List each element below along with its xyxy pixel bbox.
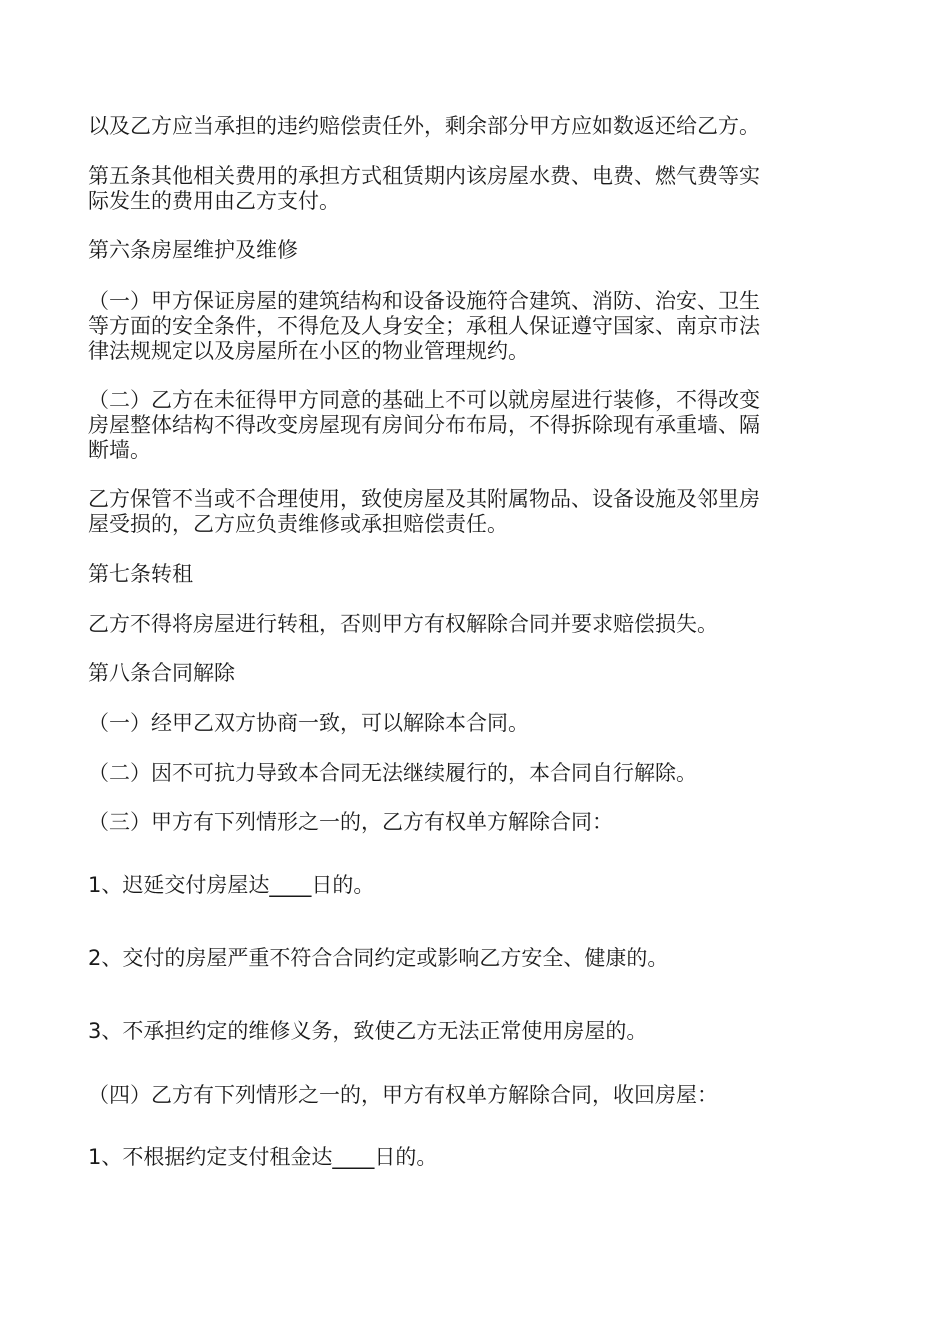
heading-article-7: 第七条转租 <box>88 562 193 586</box>
list-item-4-1: 1、不根据约定支付租金达____日的。 <box>88 1145 438 1169</box>
list-item-3-3: 3、不承担约定的维修义务，致使乙方无法正常使用房屋的。 <box>88 1019 648 1043</box>
document-page <box>88 0 863 1344</box>
heading-article-8: 第八条合同解除 <box>88 661 235 685</box>
paragraph-article-8-item-2: （二）因不可抗力导致本合同无法继续履行的，本合同自行解除。 <box>88 761 697 785</box>
paragraph-article-5: 第五条其他相关费用的承担方式租赁期内该房屋水费、电费、燃气费等实 际发生的费用由乙方支付。 <box>88 164 760 213</box>
paragraph-damage-liability: 乙方保管不当或不合理使用，致使房屋及其附属物品、设备设施及邻里房 屋受损的，乙方应负责维修或承担赔偿责任。 <box>88 487 760 536</box>
paragraph-deposit-return: 以及乙方应当承担的违约赔偿责任外，剩余部分甲方应如数返还给乙方。 <box>88 114 760 138</box>
paragraph-article-6-item-2: （二）乙方在未征得甲方同意的基础上不可以就房屋进行装修，不得改变 房屋整体结构不得改变房屋现有房间分布布局，不得拆除现有承重墙、隔 断墙。 <box>88 388 760 462</box>
paragraph-article-8-item-4: （四）乙方有下列情形之一的，甲方有权单方解除合同，收回房屋： <box>88 1083 718 1107</box>
heading-article-6: 第六条房屋维护及维修 <box>88 238 298 262</box>
list-item-3-2: 2、交付的房屋严重不符合合同约定或影响乙方安全、健康的。 <box>88 946 669 970</box>
list-item-3-1: 1、迟延交付房屋达____日的。 <box>88 873 375 897</box>
paragraph-article-6-item-1: （一）甲方保证房屋的建筑结构和设备设施符合建筑、消防、治安、卫生 等方面的安全条件，不得危及人身安全；承租人保证遵守国家、南京市法 律法规规定以及房屋所在小区的物业管理规约。 <box>88 289 760 363</box>
paragraph-article-8-item-1: （一）经甲乙双方协商一致，可以解除本合同。 <box>88 711 529 735</box>
paragraph-article-8-item-3: （三）甲方有下列情形之一的，乙方有权单方解除合同： <box>88 810 613 834</box>
paragraph-sublease: 乙方不得将房屋进行转租，否则甲方有权解除合同并要求赔偿损失。 <box>88 612 718 636</box>
